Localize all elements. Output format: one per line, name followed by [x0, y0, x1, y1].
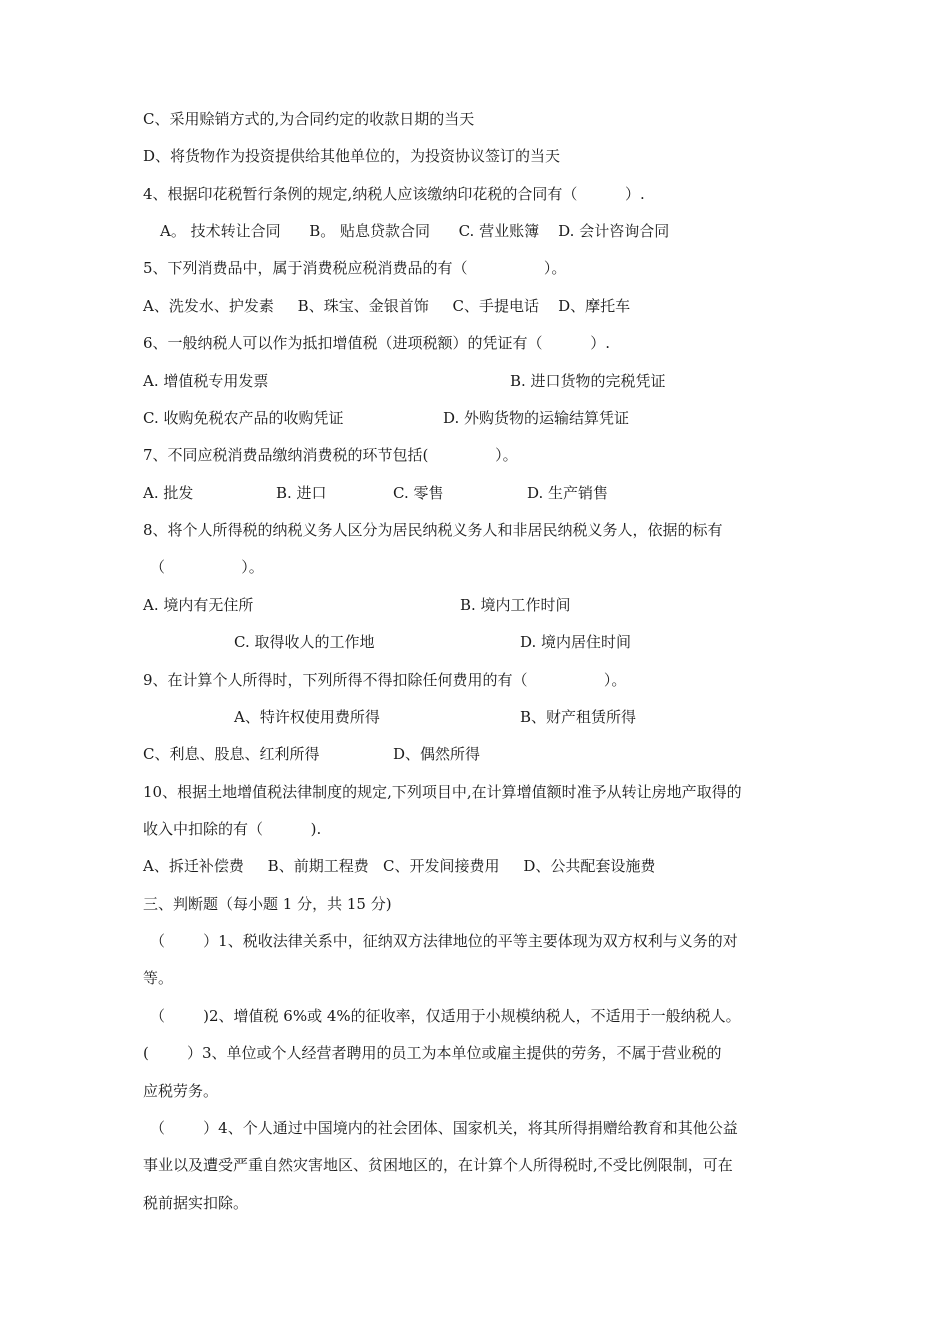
tf-question-3: ( ）3、单位或个人经营者聘用的员工为本单位或雇主提供的劳务，不属于营业税的: [143, 1044, 722, 1062]
question-8-option-d: D. 境内居住时间: [520, 633, 632, 651]
section-heading-true-false: 三、判断题（每小题 1 分，共 15 分): [143, 895, 392, 913]
question-9-option-c: C、利息、股息、红利所得: [143, 745, 320, 763]
question-8-option-a: A. 境内有无住所: [143, 596, 254, 614]
tf-question-3-continued: 应税劳务。: [143, 1082, 219, 1100]
question-10-options: A、拆迁补偿费 B、前期工程费 C、开发间接费用 D、公共配套设施费: [143, 857, 656, 875]
question-8-blank: （ ）。: [150, 558, 264, 576]
question-7-option-c: C. 零售: [393, 484, 444, 502]
question-9-option-d: D、偶然所得: [393, 745, 481, 763]
question-6-option-d: D. 外购货物的运输结算凭证: [443, 409, 630, 427]
question-6-option-c: C. 收购免税农产品的收购凭证: [143, 409, 344, 427]
question-7: 7、不同应税消费品缴纳消费税的环节包括( ）。: [143, 446, 518, 464]
question-6: 6、一般纳税人可以作为抵扣增值税（进项税额）的凭证有（ ）.: [143, 334, 610, 352]
question-7-option-a: A. 批发: [143, 484, 194, 502]
tf-question-4: （ ）4、个人通过中国境内的社会团体、国家机关，将其所得捐赠给教育和其他公益: [150, 1119, 738, 1137]
question-5-options: A、洗发水、护发素 B、珠宝、金银首饰 C、手提电话 D、摩托车: [143, 297, 631, 315]
question-9-option-b: B、财产租赁所得: [520, 708, 637, 726]
question-6-option-b: B. 进口货物的完税凭证: [510, 372, 666, 390]
question-8: 8、将个人所得税的纳税义务人区分为居民纳税义务人和非居民纳税义务人，依据的标有: [143, 521, 723, 539]
option-d-line: D、将货物作为投资提供给其他单位的，为投资协议签订的当天: [143, 147, 561, 165]
question-6-option-a: A. 增值税专用发票: [143, 372, 269, 390]
question-5: 5、下列消费品中，属于消费税应税消费品的有（ ）。: [143, 259, 567, 277]
option-c-line: C、采用赊销方式的,为合同约定的收款日期的当天: [143, 110, 475, 128]
question-10: 10、根据土地增值税法律制度的规定,下列项目中,在计算增值额时准予从转让房地产取得的: [143, 783, 742, 801]
tf-question-4-end: 税前据实扣除。: [143, 1194, 249, 1212]
question-9: 9、在计算个人所得时，下列所得不得扣除任何费用的有（ ）。: [143, 671, 627, 689]
question-10-continued: 收入中扣除的有（ ).: [143, 820, 322, 838]
question-7-option-b: B. 进口: [276, 484, 327, 502]
question-8-option-b: B. 境内工作时间: [460, 596, 571, 614]
question-8-option-c: C. 取得收人的工作地: [234, 633, 375, 651]
question-9-option-a: A、特许权使用费所得: [234, 708, 380, 726]
tf-question-1-continued: 等。: [143, 969, 174, 987]
question-4-options: A。 技术转让合同 B。 贴息贷款合同 C. 营业账簿 D. 会计咨询合同: [160, 222, 670, 240]
tf-question-2: （ )2、增值税 6%或 4%的征收率，仅适用于小规模纳税人，不适用于一般纳税人。: [150, 1007, 741, 1025]
tf-question-4-continued: 事业以及遭受严重自然灾害地区、贫困地区的，在计算个人所得税时,不受比例限制，可在: [143, 1156, 733, 1174]
question-4: 4、根据印花税暂行条例的规定,纳税人应该缴纳印花税的合同有（ ）.: [143, 185, 645, 203]
question-7-option-d: D. 生产销售: [527, 484, 609, 502]
tf-question-1: （ ）1、税收法律关系中，征纳双方法律地位的平等主要体现为双方权利与义务的对: [150, 932, 738, 950]
